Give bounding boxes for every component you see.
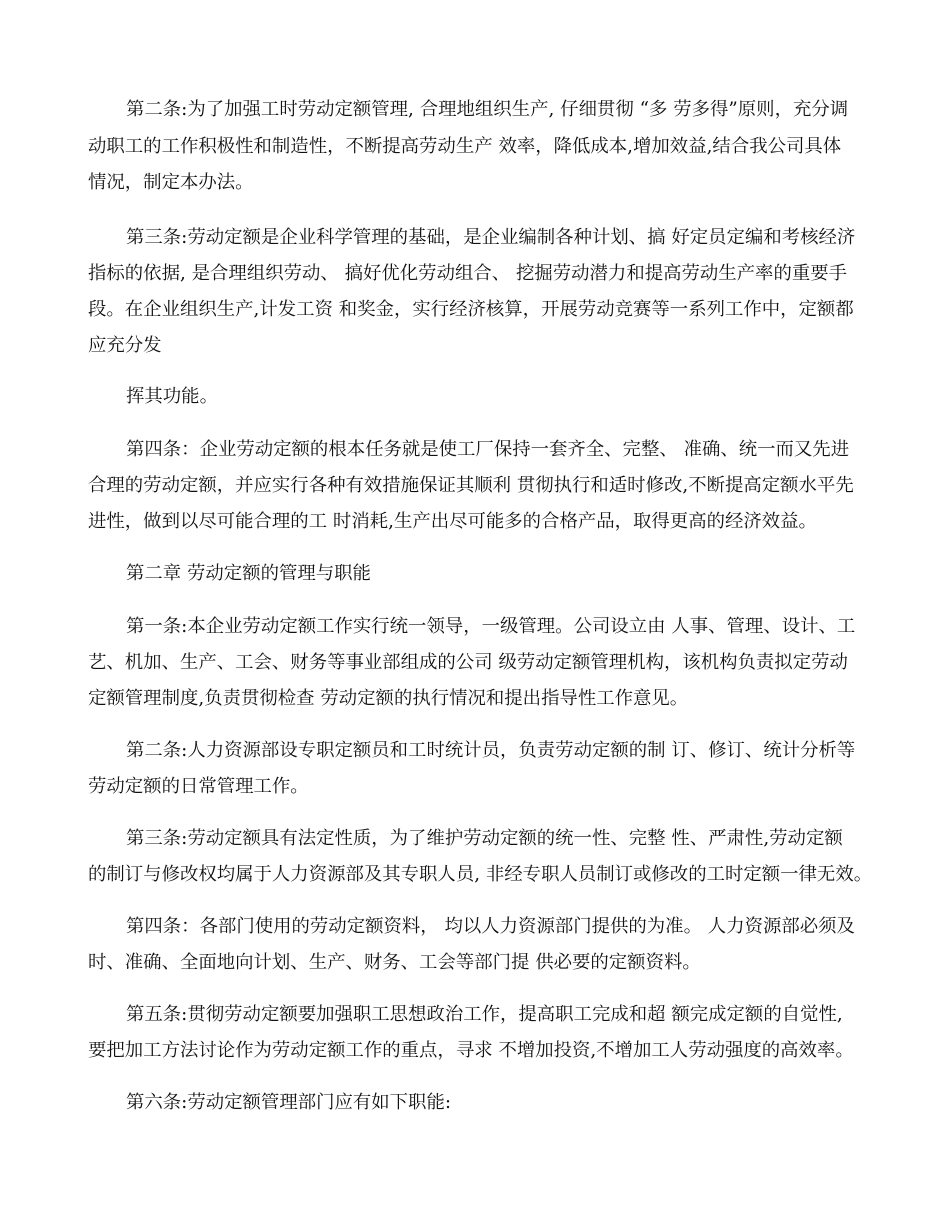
paragraph-line: 第六条:劳动定额管理部门应有如下职能:	[126, 1092, 452, 1113]
paragraph-line: 应充分发	[88, 335, 162, 356]
paragraph-line: 时、准确、全面地向计划、生产、财务、工会等部门提 供必要的定额资料。	[88, 952, 701, 973]
paragraph-line: 动职工的工作积极性和制造性，不断提高劳动生产 效率，降低成本,增加效益,结合我公司具体	[88, 136, 842, 157]
chapter-heading: 第二章 劳动定额的管理与职能	[126, 563, 371, 584]
paragraph-line: 第四条：企业劳动定额的根本任务就是使工厂保持一套齐全、完整、 准确、统一而又先进	[126, 439, 850, 460]
paragraph-line: 进性，做到以尽可能合理的工 时消耗,生产出尽可能多的合格产品，取得更高的经济效益。	[88, 511, 817, 532]
paragraph-line: 第五条:贯彻劳动定额要加强职工思想政治工作，提高职工完成和超 额完成定额的自觉性,	[126, 1004, 843, 1025]
paragraph-line: 第二条:人力资源部设专职定额员和工时统计员，负责劳动定额的制 订、修订、统计分析等	[126, 740, 856, 761]
paragraph-line: 的制订与修改权均属于人力资源部及其专职人员, 非经专职人员制订或修改的工时定额一律无效。	[88, 864, 873, 885]
paragraph-line: 第一条:本企业劳动定额工作实行统一领导，一级管理。公司设立由 人事、管理、设计、工	[126, 616, 856, 637]
paragraph-line: 指标的依据, 是合理组织劳动、 搞好优化劳动组合、 挖掘劳动潜力和提高劳动生产率的重要手	[88, 263, 848, 284]
paragraph-line: 劳动定额的日常管理工作。	[88, 776, 309, 797]
paragraph-line: 合理的劳动定额，并应实行各种有效措施保证其顺利 贯彻执行和适时修改,不断提高定额水平先	[88, 475, 854, 496]
paragraph-line: 第四条：各部门使用的劳动定额资料， 均以人力资源部门提供的为准。 人力资源部必须及	[126, 916, 855, 937]
paragraph-line: 第三条:劳动定额是企业科学管理的基础，是企业编制各种计划、搞 好定员定编和考核经济	[126, 227, 856, 248]
paragraph-line: 第二条:为了加强工时劳动定额管理, 合理地组织生产, 仔细贯彻 “多 劳多得”原则，充分调	[126, 99, 849, 120]
paragraph-line: 第三条:劳动定额具有法定性质，为了维护劳动定额的统一性、完整 性、严肃性,劳动定额	[126, 828, 843, 849]
paragraph-line: 艺、机加、生产、工会、财务等事业部组成的公司 级劳动定额管理机构，该机构负责拟定劳动	[88, 652, 848, 673]
paragraph-line: 段。在企业组织生产,计发工资 和奖金，实行经济核算，开展劳动竞赛等一系列工作中，定额都	[88, 299, 854, 320]
paragraph-line: 挥其功能。	[126, 386, 218, 407]
paragraph-line: 定额管理制度,负责贯彻检查 劳动定额的执行情况和提出指导性工作意见。	[88, 688, 689, 709]
paragraph-line: 要把加工方法讨论作为劳动定额工作的重点，寻求 不增加投资,不增加工人劳动强度的高效率。	[88, 1040, 854, 1061]
paragraph-line: 情况，制定本办法。	[88, 172, 254, 193]
